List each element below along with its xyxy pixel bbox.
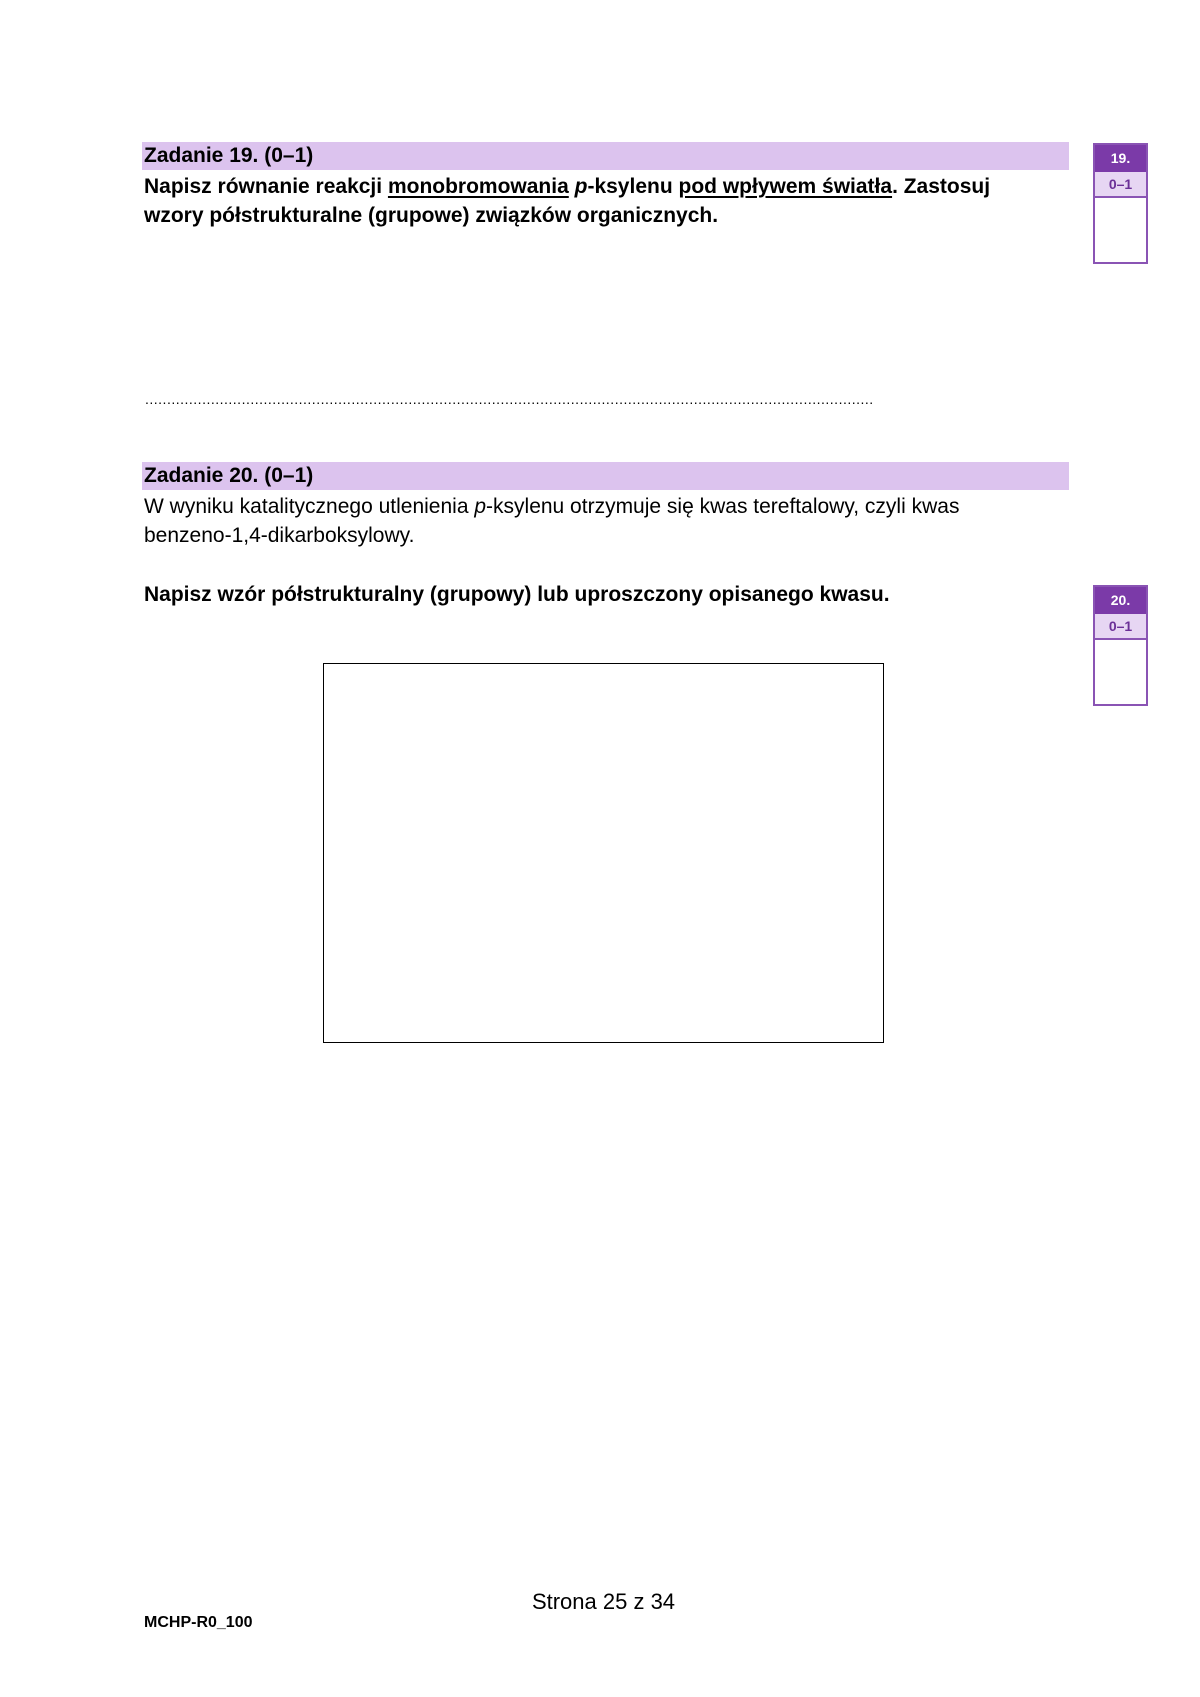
- instruction-text: . Zastosuj: [892, 175, 991, 198]
- task-20-intro-line-2: benzeno-1,4-dikarboksylowy.: [144, 524, 415, 547]
- score-box-19: [1093, 143, 1148, 264]
- score-box-range: 0–1: [1095, 614, 1146, 640]
- underlined-term: monobromowania: [387, 175, 569, 198]
- score-box-entry-field[interactable]: [1095, 198, 1146, 264]
- score-box-range: 0–1: [1095, 172, 1146, 198]
- task-20-instruction: Napisz wzór półstrukturalny (grupowy) lub uproszczony opisanego kwasu.: [144, 583, 890, 606]
- instruction-text: Napisz równanie reakcji: [144, 175, 388, 198]
- score-box-number: 20.: [1095, 587, 1146, 614]
- task-20-header: Zadanie 20. (0–1): [142, 462, 1069, 490]
- score-box-number: 19.: [1095, 145, 1146, 172]
- task-20-intro-line-1: [144, 492, 1074, 521]
- underlined-term: pod wpływem światła: [678, 175, 893, 198]
- document-code: MCHP-R0_100: [144, 1614, 253, 1631]
- intro-text: W wyniku katalitycznego utlenienia: [144, 495, 475, 518]
- task-20-intro: [144, 492, 1074, 550]
- answer-dotted-line[interactable]: ......................................................................................................................................................................: [145, 392, 874, 406]
- score-box-entry-field[interactable]: [1095, 640, 1146, 706]
- intro-text: -ksylenu otrzymuje się kwas tereftalowy, czyli kwas: [486, 495, 960, 518]
- task-19-instruction-line-2: wzory półstrukturalne (grupowe) związków organicznych.: [144, 204, 719, 227]
- task-19-instruction-line-1: [144, 172, 1074, 201]
- task-19-instruction: [144, 172, 1074, 230]
- italic-prefix: p: [574, 175, 588, 198]
- task-19-header: Zadanie 19. (0–1): [142, 142, 1069, 170]
- score-box-20: [1093, 585, 1148, 706]
- answer-box[interactable]: [323, 663, 884, 1043]
- page-number: Strona 25 z 34: [531, 1589, 676, 1614]
- instruction-text: -ksylenu: [587, 175, 679, 198]
- italic-prefix: p: [474, 495, 487, 518]
